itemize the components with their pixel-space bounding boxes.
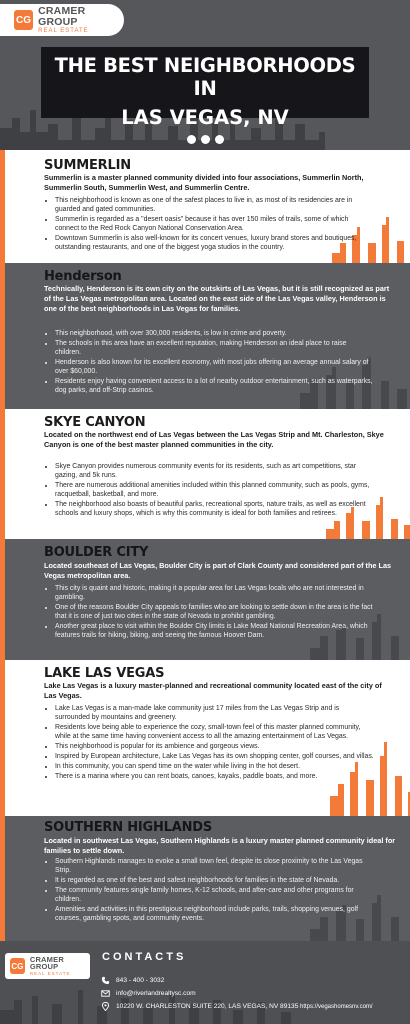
section-intro: Located on the northwest end of Las Vegas between the Las Vegas Strip and Mt. Charleston, Skye Canyon is one of the best master planned communities in the city. bbox=[44, 430, 384, 449]
list-item: • Amenities and activities in this prestigious neighborhood include parks, trails, shopping venues, golf courses, gambling spots, and community events. bbox=[55, 905, 374, 923]
section-henderson bbox=[0, 263, 410, 409]
list-item: • Skye Canyon provides numerous community events for its residents, such as art competitions, star gazing, and 5k runs. bbox=[55, 462, 374, 480]
list-item: • There is a marina where you can rent boats, canoes, kayaks, paddle boats, and more. bbox=[55, 772, 374, 781]
email-text: info@riverlandrealtysc.com bbox=[116, 990, 196, 997]
section-intro: Located in southwest Las Vegas, Southern Highlands is a luxury master planned community ideal for families to settle down. bbox=[44, 836, 396, 855]
contact-email[interactable] bbox=[101, 989, 196, 998]
dot-icon bbox=[187, 135, 196, 144]
logo-name: CRAMER GROUP bbox=[38, 5, 86, 28]
list-item: • The neighborhood also boasts of beautiful parks, recreational sports, nature trails, as well as excellent schools and luxury shops, which is why this community is ideal for both families and retirees. bbox=[55, 500, 374, 518]
section-bullet-list bbox=[44, 462, 374, 519]
footer-brand-logo[interactable] bbox=[5, 953, 90, 979]
list-item: • This neighborhood is popular for its ambience and gorgeous views. bbox=[55, 742, 374, 751]
list-item: • Henderson is also known for its excellent economy, with most jobs offering an average annual salary of over $60,000. bbox=[55, 358, 374, 376]
decorative-dots bbox=[187, 135, 224, 144]
section-title: SUMMERLIN bbox=[44, 158, 131, 173]
section-title: SOUTHERN HIGHLANDS bbox=[44, 820, 213, 835]
section-bullet-list bbox=[44, 329, 374, 396]
list-item: • Residents enjoy having convenient access to a lot of nearby outdoor entertainment, such as waterparks, dog parks, and off-Strip casinos. bbox=[55, 377, 374, 395]
phone-icon bbox=[101, 976, 110, 985]
title-box bbox=[41, 47, 369, 129]
section-boulder-city bbox=[0, 539, 410, 660]
list-item: • The community features single family homes, K-12 schools, and after-care and other programs for children. bbox=[55, 886, 374, 904]
list-item: • One of the reasons Boulder City appeals to families who are looking to settle down in the area is the fact that it is one of just two cities in the state of Nevada to prohibit gambling. bbox=[55, 603, 374, 621]
contact-phone[interactable] bbox=[101, 976, 164, 985]
contacts-footer bbox=[0, 941, 410, 1024]
brand-logo[interactable] bbox=[0, 4, 124, 36]
section-skye-canyon bbox=[0, 409, 410, 539]
header bbox=[0, 0, 410, 150]
list-item: • There are numerous additional amenities included within this planned community, such as pools, gyms, racquetball, basketball, and more. bbox=[55, 481, 374, 499]
list-item: • This neighborhood, with over 300,000 residents, is low in crime and poverty. bbox=[55, 329, 374, 338]
list-item: • Summerlin is regarded as a "desert oasis" because it has over 150 miles of trails, some of which connect to the Red Rock Canyon National Conservation Area. bbox=[55, 215, 374, 233]
list-item: • Downtown Summerlin is also well-known for its concert venues, luxury brand stores and boutiques, outstanding restaurants, and one of the biggest yoga studios in the country. bbox=[55, 234, 374, 252]
section-title: LAKE LAS VEGAS bbox=[44, 666, 165, 681]
section-summerlin bbox=[0, 150, 410, 263]
section-lake-las-vegas bbox=[0, 660, 410, 816]
section-bullet-list bbox=[44, 857, 374, 924]
list-item: • Southern Highlands manages to evoke a small town feel, despite its close proximity to the Las Vegas Strip. bbox=[55, 857, 374, 875]
location-pin-icon bbox=[101, 1002, 110, 1011]
logo-subtitle: REAL ESTATE bbox=[29, 970, 71, 976]
section-southern-highlands bbox=[0, 816, 410, 941]
list-item: • This city is quaint and historic, making it a popular area for Las Vegas locals who are not interested in gambling. bbox=[55, 584, 374, 602]
list-item: • The schools in this area have an excellent reputation, making Henderson an ideal place to raise children. bbox=[55, 339, 374, 357]
list-item: • Lake Las Vegas is a man-made lake community just 17 miles from the Las Vegas Strip and is surrounded by mountains and greenery. bbox=[55, 704, 374, 722]
contact-address[interactable] bbox=[101, 1002, 298, 1011]
section-accent-bar bbox=[0, 539, 26, 660]
dot-icon bbox=[201, 135, 210, 144]
logo-subtitle: REAL ESTATE bbox=[38, 28, 89, 34]
list-item: • Inspired by European architecture, Lake Las Vegas has its own shopping center, golf courses, and villas. bbox=[55, 752, 374, 761]
section-accent-bar bbox=[0, 660, 26, 816]
page-title-line1: THE BEST NEIGHBORHOODS IN bbox=[54, 54, 356, 100]
page-title-line2: LAS VEGAS, NV bbox=[121, 106, 289, 129]
page-title bbox=[41, 47, 369, 129]
list-item: • It is regarded as one of the best and safest neighborhoods for families in the state of Nevada. bbox=[55, 876, 374, 885]
logo-mark-icon: CG bbox=[14, 10, 33, 30]
list-item: • Another great place to visit within the Boulder City limits is Lake Mead National Recreation Area, which features trails for hiking, biking, and seeing the famous Hoover Dam. bbox=[55, 622, 374, 640]
phone-text: 843 - 400 - 3032 bbox=[116, 977, 165, 984]
section-accent-bar bbox=[0, 150, 26, 263]
section-intro: Technically, Henderson is its own city on the outskirts of Las Vegas, but it is still recognized as part of the Las Vegas metropolitan area. Located on the east side of the Las Vegas valley, Henderson is one of the best neighborhoods in Las Vegas for families. bbox=[44, 284, 390, 313]
contacts-title: CONTACTS bbox=[102, 951, 187, 963]
section-title: Henderson bbox=[44, 269, 122, 284]
section-bullet-list bbox=[44, 196, 374, 253]
section-intro: Lake Las Vegas is a luxury master-planned and recreational community located east of the city of Las Vegas. bbox=[44, 681, 382, 700]
logo-mark-icon: CG bbox=[10, 958, 25, 974]
section-bullet-list bbox=[44, 584, 374, 641]
list-item: • In this community, you can spend time on the water while living in the hot desert. bbox=[55, 762, 374, 771]
section-accent-bar bbox=[0, 263, 26, 409]
section-intro: Located southeast of Las Vegas, Boulder City is part of Clark County and considered part of the Las Vegas metropolitan area. bbox=[44, 561, 392, 580]
section-title: BOULDER CITY bbox=[44, 545, 149, 560]
list-item: • Residents love being able to experience the cozy, small-town feel of this master planned community, while at the same time having convenient access to all the amazing entertainment of Las Vegas. bbox=[55, 723, 374, 741]
address-text: 10220 W. CHARLESTON SUITE 220, LAS VEGAS, NV 89135 bbox=[116, 1003, 299, 1010]
mail-icon bbox=[101, 989, 110, 998]
logo-name: CRAMER GROUP bbox=[29, 954, 64, 972]
dot-icon bbox=[215, 135, 224, 144]
section-accent-bar bbox=[0, 409, 26, 539]
section-bullet-list bbox=[44, 704, 374, 782]
section-intro: Summerlin is a master planned community divided into four associations, Summerlin North, Summerlin South, Summerlin West, and Summerlin Centre. bbox=[44, 173, 364, 192]
section-accent-bar bbox=[0, 816, 26, 941]
list-item: • This neighborhood is known as one of the safest places to live in, as most of its residencies are in guarded and gated communities. bbox=[55, 196, 374, 214]
section-title: SKYE CANYON bbox=[44, 415, 146, 430]
website-link[interactable]: https://vegashomesnv.com/ bbox=[300, 1004, 373, 1010]
